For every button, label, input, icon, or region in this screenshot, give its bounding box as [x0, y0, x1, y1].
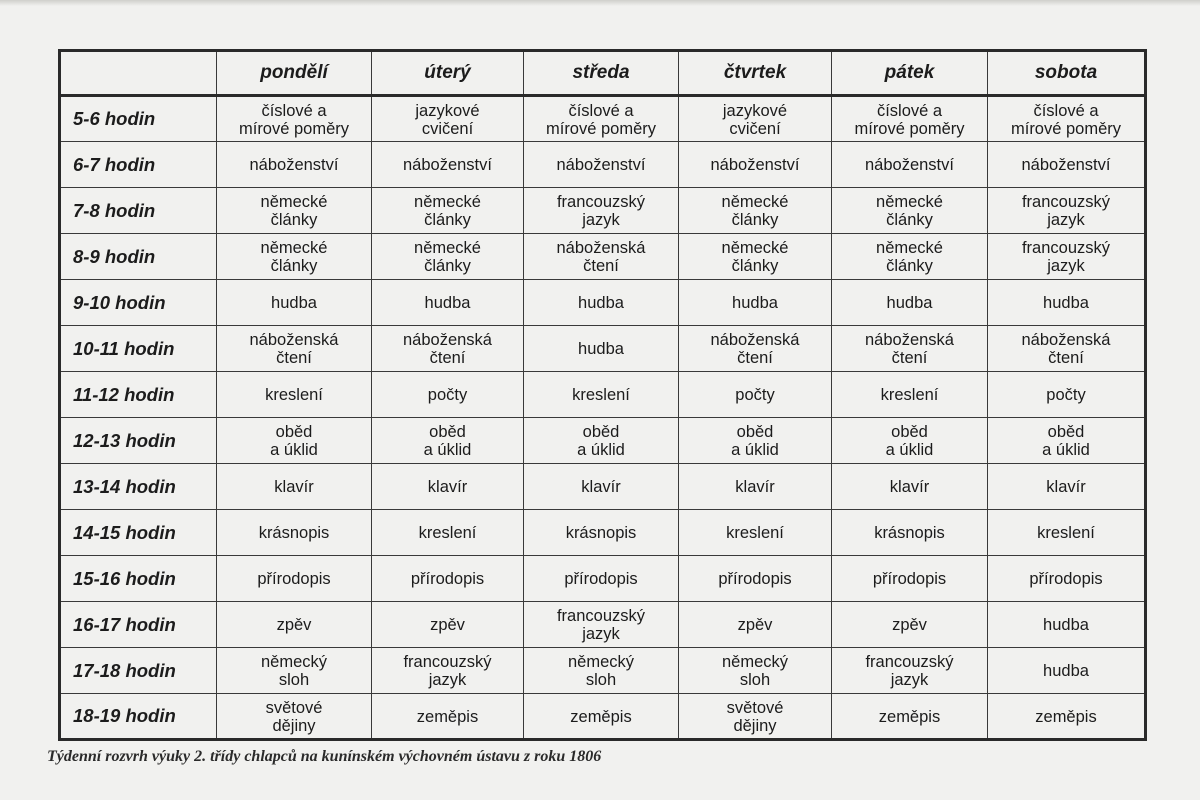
table-row — [60, 464, 1146, 510]
subject-cell: náboženství — [217, 142, 372, 188]
subject-cell: klavír — [832, 464, 988, 510]
subject-cell: jazykové cvičení — [679, 96, 832, 142]
day-header-thursday: čtvrtek — [679, 51, 832, 96]
table-row — [60, 142, 1146, 188]
hour-label: 13-14 hodin — [60, 464, 217, 510]
subject-cell: zeměpis — [832, 694, 988, 740]
subject-cell: německé články — [217, 234, 372, 280]
subject-cell: francouzský jazyk — [988, 234, 1146, 280]
subject-cell: náboženství — [524, 142, 679, 188]
subject-cell: hudba — [832, 280, 988, 326]
subject-cell: klavír — [372, 464, 524, 510]
subject-cell: hudba — [217, 280, 372, 326]
subject-cell: světové dějiny — [217, 694, 372, 740]
subject-cell: kreslení — [832, 372, 988, 418]
table-row — [60, 372, 1146, 418]
subject-cell: oběd a úklid — [217, 418, 372, 464]
subject-cell: oběd a úklid — [372, 418, 524, 464]
subject-cell: hudba — [679, 280, 832, 326]
subject-cell: kreslení — [524, 372, 679, 418]
subject-cell: zeměpis — [988, 694, 1146, 740]
subject-cell: hudba — [988, 280, 1146, 326]
subject-cell: oběd a úklid — [524, 418, 679, 464]
hour-label: 11-12 hodin — [60, 372, 217, 418]
subject-cell: hudba — [372, 280, 524, 326]
subject-cell: kreslení — [988, 510, 1146, 556]
day-header-wednesday: středa — [524, 51, 679, 96]
subject-cell: oběd a úklid — [832, 418, 988, 464]
table-caption: Týdenní rozvrh výuky 2. třídy chlapců na kunínském výchovném ústavu z roku 1806 — [47, 748, 602, 765]
subject-cell: náboženská čtení — [524, 234, 679, 280]
subject-cell: německé články — [832, 234, 988, 280]
table-row — [60, 694, 1146, 740]
subject-cell: zeměpis — [372, 694, 524, 740]
subject-cell: německý sloh — [679, 648, 832, 694]
subject-cell: francouzský jazyk — [524, 188, 679, 234]
subject-cell: náboženství — [988, 142, 1146, 188]
subject-cell: hudba — [988, 648, 1146, 694]
subject-cell: náboženská čtení — [217, 326, 372, 372]
day-header-friday: pátek — [832, 51, 988, 96]
subject-cell: zpěv — [217, 602, 372, 648]
hour-label: 6-7 hodin — [60, 142, 217, 188]
table-row — [60, 418, 1146, 464]
subject-cell: číslové a mírové poměry — [217, 96, 372, 142]
subject-cell: jazykové cvičení — [372, 96, 524, 142]
table-row — [60, 326, 1146, 372]
table-row — [60, 96, 1146, 142]
subject-cell: krásnopis — [524, 510, 679, 556]
header-row — [60, 51, 1146, 96]
subject-cell: německý sloh — [217, 648, 372, 694]
subject-cell: klavír — [217, 464, 372, 510]
hour-label: 12-13 hodin — [60, 418, 217, 464]
hour-label: 7-8 hodin — [60, 188, 217, 234]
table-row — [60, 602, 1146, 648]
subject-cell: kreslení — [372, 510, 524, 556]
hour-label: 18-19 hodin — [60, 694, 217, 740]
subject-cell: světové dějiny — [679, 694, 832, 740]
subject-cell: přírodopis — [524, 556, 679, 602]
subject-cell: krásnopis — [217, 510, 372, 556]
hour-label: 16-17 hodin — [60, 602, 217, 648]
corner-cell — [60, 51, 217, 96]
subject-cell: náboženská čtení — [372, 326, 524, 372]
subject-cell: krásnopis — [832, 510, 988, 556]
subject-cell: francouzský jazyk — [524, 602, 679, 648]
hour-label: 15-16 hodin — [60, 556, 217, 602]
subject-cell: náboženská čtení — [988, 326, 1146, 372]
subject-cell: číslové a mírové poměry — [524, 96, 679, 142]
subject-cell: náboženství — [832, 142, 988, 188]
subject-cell: klavír — [524, 464, 679, 510]
subject-cell: hudba — [524, 326, 679, 372]
subject-cell: počty — [679, 372, 832, 418]
hour-label: 9-10 hodin — [60, 280, 217, 326]
subject-cell: německé články — [372, 188, 524, 234]
table-row — [60, 234, 1146, 280]
subject-cell: francouzský jazyk — [988, 188, 1146, 234]
hour-label: 10-11 hodin — [60, 326, 217, 372]
subject-cell: německé články — [679, 188, 832, 234]
hour-label: 8-9 hodin — [60, 234, 217, 280]
subject-cell: přírodopis — [679, 556, 832, 602]
day-header-monday: pondělí — [217, 51, 372, 96]
subject-cell: francouzský jazyk — [832, 648, 988, 694]
weekly-schedule-table — [58, 49, 1147, 741]
day-header-tuesday: úterý — [372, 51, 524, 96]
table-row — [60, 510, 1146, 556]
subject-cell: zeměpis — [524, 694, 679, 740]
subject-cell: náboženství — [679, 142, 832, 188]
table-row — [60, 188, 1146, 234]
subject-cell: německé články — [372, 234, 524, 280]
subject-cell: počty — [372, 372, 524, 418]
subject-cell: klavír — [988, 464, 1146, 510]
subject-cell: přírodopis — [988, 556, 1146, 602]
hour-label: 17-18 hodin — [60, 648, 217, 694]
subject-cell: francouzský jazyk — [372, 648, 524, 694]
subject-cell: číslové a mírové poměry — [988, 96, 1146, 142]
subject-cell: klavír — [679, 464, 832, 510]
subject-cell: přírodopis — [217, 556, 372, 602]
subject-cell: kreslení — [217, 372, 372, 418]
subject-cell: německý sloh — [524, 648, 679, 694]
subject-cell: přírodopis — [832, 556, 988, 602]
subject-cell: německé články — [679, 234, 832, 280]
table-row — [60, 556, 1146, 602]
subject-cell: číslové a mírové poměry — [832, 96, 988, 142]
hour-label: 14-15 hodin — [60, 510, 217, 556]
subject-cell: zpěv — [679, 602, 832, 648]
subject-cell: zpěv — [372, 602, 524, 648]
scan-edge-shadow — [0, 0, 1200, 6]
subject-cell: náboženství — [372, 142, 524, 188]
subject-cell: přírodopis — [372, 556, 524, 602]
subject-cell: oběd a úklid — [679, 418, 832, 464]
subject-cell: hudba — [524, 280, 679, 326]
schedule-body — [60, 96, 1146, 740]
hour-label: 5-6 hodin — [60, 96, 217, 142]
subject-cell: kreslení — [679, 510, 832, 556]
subject-cell: náboženská čtení — [679, 326, 832, 372]
subject-cell: počty — [988, 372, 1146, 418]
subject-cell: německé články — [217, 188, 372, 234]
subject-cell: oběd a úklid — [988, 418, 1146, 464]
day-header-saturday: sobota — [988, 51, 1146, 96]
subject-cell: hudba — [988, 602, 1146, 648]
table-row — [60, 280, 1146, 326]
subject-cell: náboženská čtení — [832, 326, 988, 372]
table-row — [60, 648, 1146, 694]
subject-cell: německé články — [832, 188, 988, 234]
subject-cell: zpěv — [832, 602, 988, 648]
